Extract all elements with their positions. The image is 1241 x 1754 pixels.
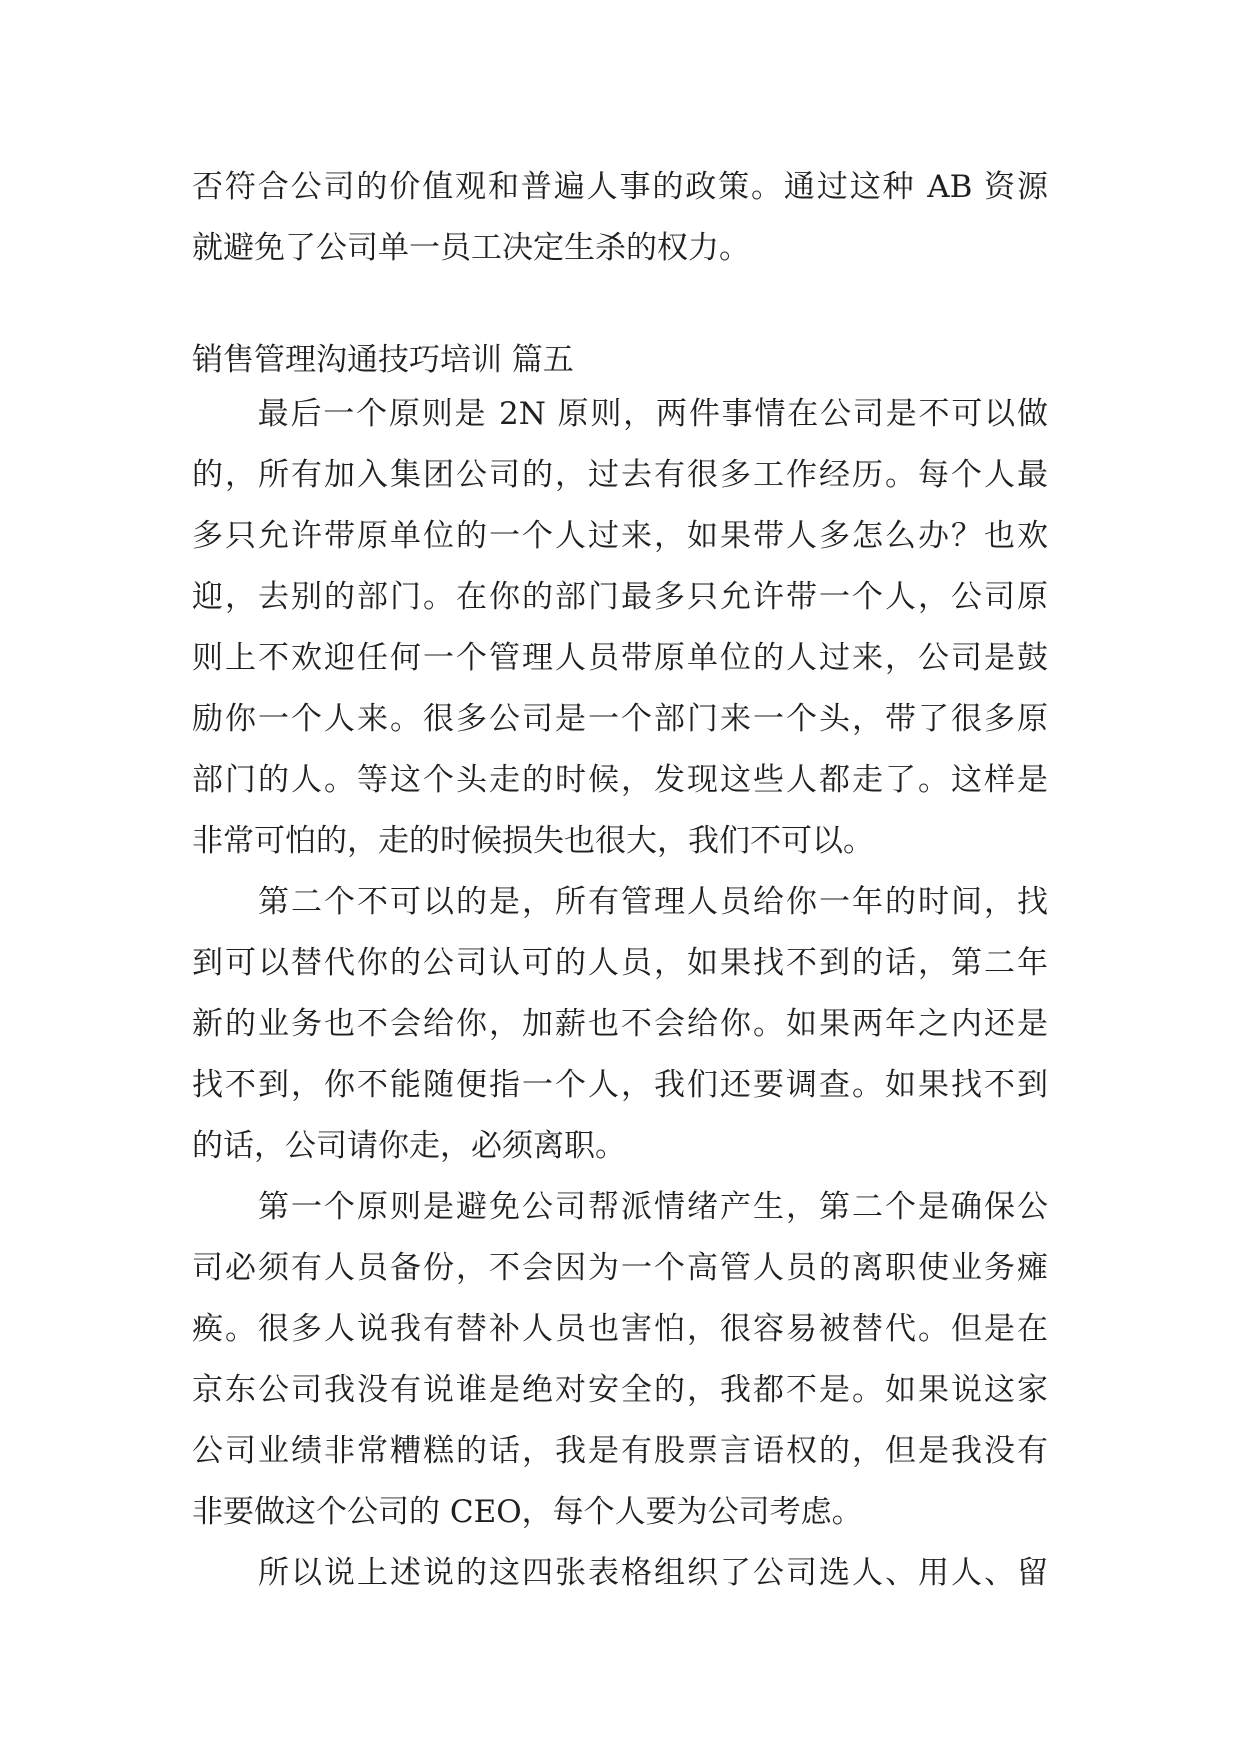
text-line: 迎，去别的部门。在你的部门最多只允许带一个人，公司原 [192,579,1048,615]
text-line: 部门的人。等这个头走的时候，发现这些人都走了。这样是 [192,762,1048,798]
paragraph-3 [192,1177,1048,1543]
text-line: 最后一个原则是 2N 原则，两件事情在公司是不可以做 [192,396,1048,432]
text-line: 的话，公司请你走，必须离职。 [192,1128,626,1164]
text-line: 非要做这个公司的 CEO，每个人要为公司考虑。 [192,1494,863,1530]
text-line: 到可以替代你的公司认可的人员，如果找不到的话，第二年 [192,945,1048,981]
text-line: 京东公司我没有说谁是绝对安全的，我都不是。如果说这家 [192,1372,1048,1408]
text-line: 否符合公司的价值观和普遍人事的政策。通过这种 AB 资源 [192,169,1048,205]
intro-paragraph [192,157,1048,279]
text-line: 励你一个人来。很多公司是一个部门来一个头，带了很多原 [192,701,1048,737]
section-heading: 销售管理沟通技巧培训 篇五 [192,342,574,378]
text-line: 多只允许带原单位的一个人过来，如果带人多怎么办？也欢 [192,518,1048,554]
text-line: 所以说上述说的这四张表格组织了公司选人、用人、留 [192,1555,1048,1591]
text-line: 非常可怕的，走的时候损失也很大，我们不可以。 [192,823,874,859]
paragraph-1 [192,384,1048,872]
text-line: 第一个原则是避免公司帮派情绪产生，第二个是确保公 [192,1189,1048,1225]
text-line: 痪。很多人说我有替补人员也害怕，很容易被替代。但是在 [192,1311,1048,1347]
text-line: 司必须有人员备份，不会因为一个高管人员的离职使业务瘫 [192,1250,1048,1286]
text-line: 则上不欢迎任何一个管理人员带原单位的人过来，公司是鼓 [192,640,1048,676]
text-line: 找不到，你不能随便指一个人，我们还要调查。如果找不到 [192,1067,1048,1103]
paragraph-2 [192,872,1048,1177]
text-line: 公司业绩非常糟糕的话，我是有股票言语权的，但是我没有 [192,1433,1048,1469]
text-line: 的，所有加入集团公司的，过去有很多工作经历。每个人最 [192,457,1048,493]
text-line: 新的业务也不会给你，加薪也不会给你。如果两年之内还是 [192,1006,1048,1042]
text-line: 就避免了公司单一员工决定生杀的权力。 [192,230,750,266]
paragraph-4 [192,1543,1048,1604]
text-line: 第二个不可以的是，所有管理人员给你一年的时间，找 [192,884,1048,920]
